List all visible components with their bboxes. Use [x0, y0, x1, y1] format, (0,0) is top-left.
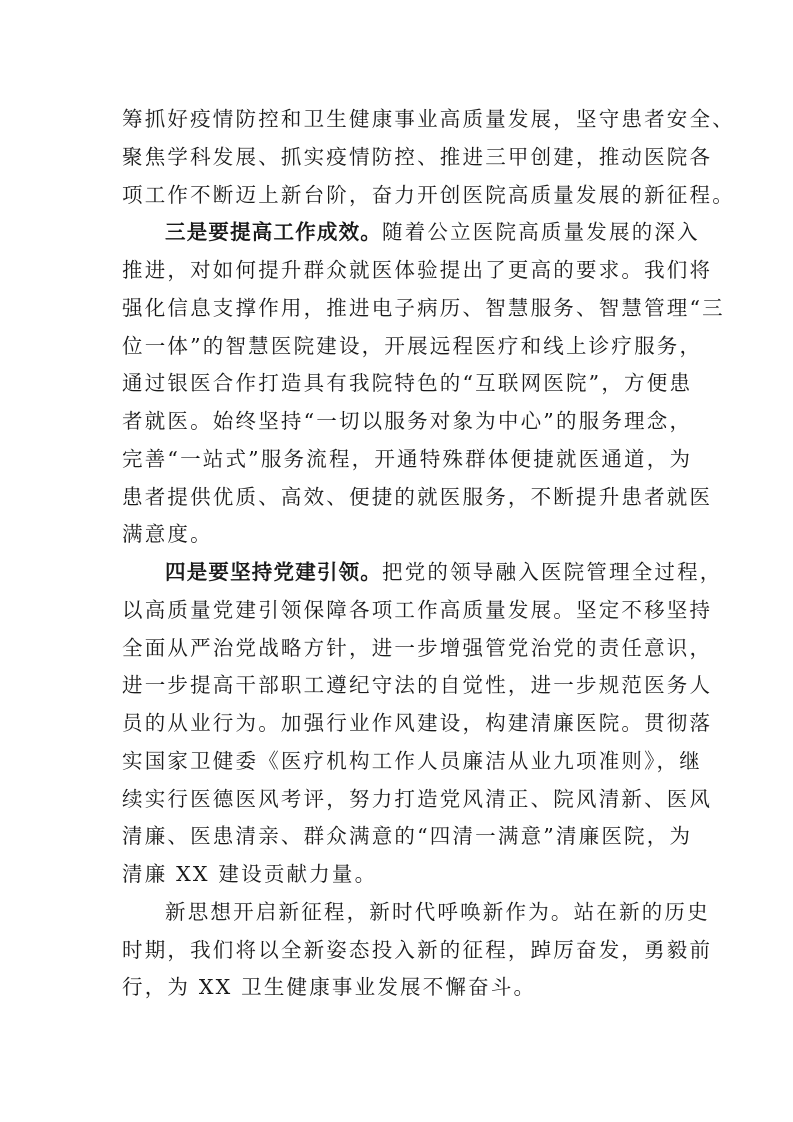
text-run: 随着公立医院高质量发展的深入 — [382, 220, 700, 245]
text-line: 通过银医合作打造具有我院特色的“互联网医院”，方便患 — [122, 371, 693, 396]
paragraph-lead-heading: 四是要坚持党建引领。 — [165, 560, 382, 584]
paragraph-continuation — [122, 101, 735, 214]
text-line: 进一步提高干部职工遵纪守法的自觉性，进一步规范医务人 — [122, 673, 713, 698]
paragraph-closing — [122, 894, 713, 1007]
text-line: 聚焦学科发展、抓实疫情防控、推进三甲创建，推动医院各 — [122, 144, 713, 169]
text-line: 时期，我们将以全新姿态投入新的征程，踔厉奋发，勇毅前 — [122, 937, 713, 962]
text-line: 强化信息支撑作用，推进电子病历、智慧服务、智慧管理“三 — [122, 295, 725, 320]
document-page — [122, 101, 735, 1007]
text-line — [122, 214, 700, 252]
text-line: 新思想开启新征程，新时代呼唤新作为。站在新的历史 — [165, 899, 710, 924]
text-line: 清廉、医患清亲、群众满意的“四清一满意”清廉医院，为 — [122, 824, 693, 849]
text-line: 患者提供优质、高效、便捷的就医服务，不断提升患者就医 — [122, 484, 713, 509]
paragraph-point-four — [122, 554, 723, 894]
text-line: 筹抓好疫情防控和卫生健康事业高质量发展，坚守患者安全、 — [122, 107, 735, 131]
text-line: 以高质量党建引领保障各项工作高质量发展。坚定不移坚持 — [122, 597, 713, 622]
text-line: 推进，对如何提升群众就医体验提出了更高的要求。我们将 — [122, 258, 713, 282]
text-run: 把党的领导融入医院管理全过程， — [382, 560, 723, 584]
text-line: 行，为 XX 卫生健康事业发展不懈奋斗。 — [122, 975, 537, 1000]
text-line: 续实行医德医风考评，努力打造党风清正、院风清新、医风 — [122, 786, 713, 811]
text-line: 者就医。始终坚持“一切以服务对象为中心”的服务理念， — [122, 409, 693, 433]
text-line: 位一体”的智慧医院建设，开展远程医疗和线上诊疗服务， — [122, 333, 703, 358]
paragraph-lead-heading: 三是要提高工作成效。 — [165, 220, 382, 245]
text-line: 项工作不断迈上新台阶，奋力开创医院高质量发展的新征程。 — [122, 182, 735, 207]
text-line — [122, 554, 723, 592]
text-line: 完善“一站式”服务流程，开通特殊群体便捷就医通道，为 — [122, 446, 693, 471]
text-line: 员的从业行为。加强行业作风建设，构建清廉医院。贯彻落 — [122, 711, 713, 735]
text-line: 全面从严治党战略方针，进一步增强管党治党的责任意识， — [122, 635, 713, 660]
text-line: 满意度。 — [122, 522, 213, 547]
paragraph-point-three — [122, 214, 725, 554]
text-line: 实国家卫健委《医疗机构工作人员廉洁从业九项准则》，继 — [122, 748, 702, 773]
text-line: 清廉 XX 建设贡献力量。 — [122, 862, 378, 886]
